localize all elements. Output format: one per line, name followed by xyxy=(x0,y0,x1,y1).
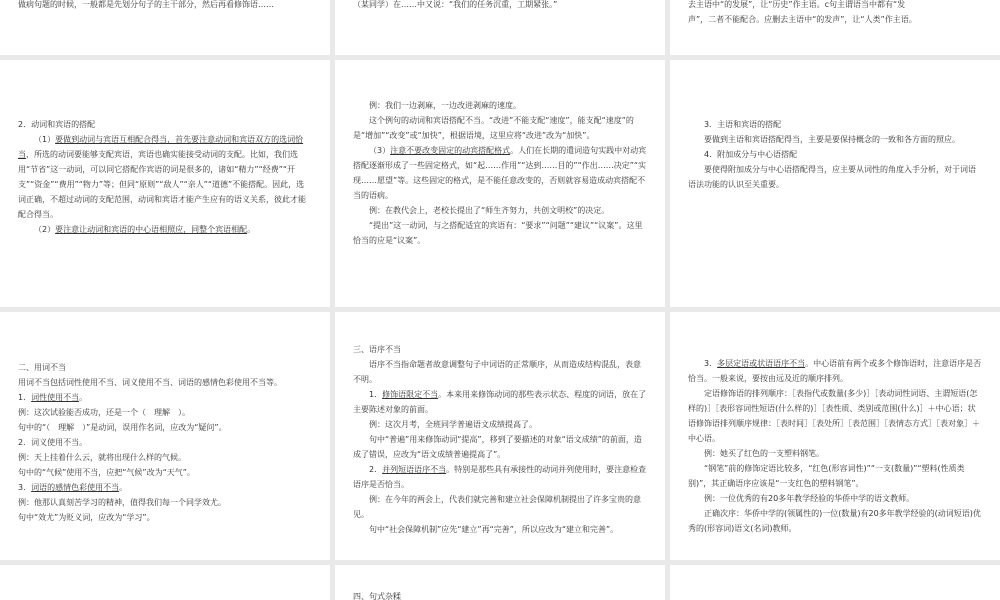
slide-text: 声”，二者不能配合。应删去主语中“的发声”，让“人类”作主语。 xyxy=(688,15,917,24)
slide-subject-object xyxy=(670,60,1000,307)
paragraph: 定语修饰语的排列顺序：［表指代或数量(多少)］［表动词性词语、主谓短语(怎样的)］［表形容词性短语(什么样的)］［表性质、类别或范围(什么)］＋中心语；状语修饰语排列顺序规律：［表时间］［表处所］［表范围］［表情态方式］［表对象］＋中心语。 xyxy=(688,389,980,443)
example-note: 句中“普遍”用来修饰动词“提高”，移到了要描述的对象“语文成绩”的前面，造成了错误，应改为“语文成绩普遍提高了”。 xyxy=(353,435,642,459)
example-note: 句中“效尤”为贬义词，应改为“学习”。 xyxy=(18,513,155,522)
item-label: （3） xyxy=(369,146,391,155)
example: 例：天上挂着什么云，就将出现什么样的气候。 xyxy=(18,453,186,462)
item-label: （2） xyxy=(34,225,56,234)
subheading xyxy=(353,387,647,417)
example: 例：我们一边剥麻，一边改进剥麻的速度。 xyxy=(369,101,521,110)
key-point: 注意不要改变固定的动宾搭配格式 xyxy=(390,146,511,155)
key-point: 要做到动词与宾语互相配合得当，首先要注意动词和宾语双方的选词恰当 xyxy=(18,135,304,159)
example: 例：在今年的两会上，代表们就完善和建立社会保障机制提出了许多宝贵的意见。 xyxy=(353,495,641,519)
example-note: 句中的“气候”使用不当，应把“气候”改为“天气”。 xyxy=(18,468,195,477)
slide-text: 做病句题的时候，一般都是先划分句子的主干部分，然后再看修饰语…… xyxy=(18,0,274,9)
section-heading: 2．动词和宾语的搭配 xyxy=(18,120,96,129)
example: 例：这次试验能否成功，还是一个（ 理解 ）。 xyxy=(18,408,190,417)
slide-r0-c3 xyxy=(670,0,1000,55)
paragraph xyxy=(18,132,312,222)
slide-r3-c3 xyxy=(670,565,1000,600)
section-heading: 4．附加成分与中心语搭配 xyxy=(704,150,798,159)
key-point: 词语的感情色彩使用不当 xyxy=(31,483,120,492)
key-point: 多层定语或状语语序不当 xyxy=(717,359,806,368)
example: 例：一位优秀的有20多年教学经验的华侨中学的语文教师。 xyxy=(704,494,915,503)
item-label: 3． xyxy=(704,359,718,368)
paragraph: 正确次序：华侨中学的(领属性的)一位(数量)有20多年教学经验的(动词短语)优秀的(形容词)语文(名词)教师。 xyxy=(688,509,981,533)
key-point: 并列短语语序不当 xyxy=(382,465,447,474)
item-label: 3． xyxy=(18,483,32,492)
item-label: 1． xyxy=(369,390,383,399)
example: 例：他那认真刻苦学习的精神，值得我们每一个同学效尤。 xyxy=(18,498,226,507)
key-point: 词性使用不当 xyxy=(31,393,80,402)
body-text: ，所选的动词要能够支配宾语，宾语也确实能接受动词的支配。比如，我们选用“节省”这一动词，可以同它搭配作宾语的词是很多的，诸如“精力”“经费”“开支”“资金”“费用”“物力”等；但同“原则”“敌人”“亲人”“道德”不能搭配。因此，选词正确，不超过动词的支配范围，动词和宾语才能产生应有的语义关系，彼此才能配合得当。 xyxy=(18,150,306,219)
example-note: 句中的“（ 理解 ）”是动词，误用作名词，应改为“疑问”。 xyxy=(18,423,227,432)
body-text: 。本来用来修饰动词的那些表示状态、程度的词语，放在了主要陈述对象的前面。 xyxy=(353,390,647,414)
body-text: 。中心语前有两个或多个修饰语时，注意语序是否恰当。一般来说，要按由远及近的顺序排列。 xyxy=(688,359,982,383)
section-heading: 3．主语和宾语的搭配 xyxy=(704,120,782,129)
punct: 。 xyxy=(119,483,128,492)
paragraph: 用词不当包括词性使用不当、词义使用不当、词语的感情色彩使用不当等。 xyxy=(18,378,282,387)
slide-r3-c2 xyxy=(335,565,665,600)
paragraph: “提出”这一动词，与之搭配适宜的宾语有：“要求”“问题”“建议”“议案”。这里恰当的应是“议案”。 xyxy=(353,221,643,245)
paragraph: （2）要注意让动词和宾语的中心语相照应，同整个宾语相配。 xyxy=(34,225,256,234)
example: 例：在教代会上，老校长提出了“师生齐努力，共创文明校”的决定。 xyxy=(369,206,610,215)
subheading xyxy=(688,356,982,386)
slide-text: （某同学）在……中又说：“我们的任务沉重，工期紧张。” xyxy=(353,0,558,9)
key-point: 修饰语限定不当 xyxy=(382,390,439,399)
paragraph: 语序不当指命题者故意调整句子中词语的正常顺序，从而造成结构混乱，表意不明。 xyxy=(353,360,641,384)
slide-verb-object-examples xyxy=(335,60,665,307)
paragraph: 要使得附加成分与中心语搭配得当，应主要从词性的角度入手分析，对于词语语法功能的认识至关重要。 xyxy=(688,165,976,189)
paragraph: 要做到主语和宾语搭配得当，主要是要保持概念的一致和各方面的照应。 xyxy=(704,135,960,144)
slide-r3-c1 xyxy=(0,565,330,600)
paragraph: 这个例句的动词和宾语搭配不当。“改进”不能支配“速度”，能支配“速度”的是“增加”“改变”或“加快”，根据语境，这里应将“改进”改为“加快”。 xyxy=(353,116,634,140)
item-label: 1． xyxy=(18,393,32,402)
subheading: 2．词义使用不当。 xyxy=(18,438,88,447)
section-heading: 二、用词不当 xyxy=(18,363,66,372)
example-note: 句中“社会保障机制”应先“建立”再“完善”，所以应改为“建立和完善”。 xyxy=(369,525,619,534)
slide-modifier-order xyxy=(670,312,1000,560)
slide-text: 去主语中“的发展”，让“历史”作主语。c句主谓语当中都有“发 xyxy=(688,0,906,9)
example: 例：她买了红色的一支塑料钢笔。 xyxy=(704,449,824,458)
slide-r0-c1 xyxy=(0,0,330,55)
body-text: 。特别是那些具有承接性的动词并列使用时，要注意检查语序是否恰当。 xyxy=(353,465,647,489)
key-point: 要注意让动词和宾语的中心语相照应，同整个宾语相配 xyxy=(55,225,248,234)
subheading xyxy=(18,390,312,405)
slide-word-usage xyxy=(0,312,330,560)
body-text: 。人们在长期的遣词造句实践中对动宾搭配逐渐形成了一些固定格式，如“起……作用”“达到……目的”“作出……决定”“实现……愿望”等。这些固定的格式，是不能任意改变的，否则就容易造成动宾搭配不当的语病。 xyxy=(353,146,647,200)
paragraph: “钢笔”前的修饰定语比较多，“红色(形容词性)”“一支(数量)”“塑料(性质类别)”，其正确语序应该是“一支红色的塑料钢笔”。 xyxy=(688,464,965,488)
section-heading: 四、句式杂糅 xyxy=(353,592,401,600)
slide-r0-c2 xyxy=(335,0,665,55)
punct: 。 xyxy=(79,393,88,402)
subheading xyxy=(353,462,647,492)
section-heading: 三、语序不当 xyxy=(353,345,401,354)
slide-word-order xyxy=(335,312,665,560)
paragraph xyxy=(353,143,647,203)
subheading xyxy=(18,480,312,495)
slide-verb-object xyxy=(0,60,330,307)
item-label: 2． xyxy=(369,465,383,474)
example: 例：这次月考，全班同学普遍语文成绩提高了。 xyxy=(369,420,537,429)
item-label: （1） xyxy=(34,135,56,144)
